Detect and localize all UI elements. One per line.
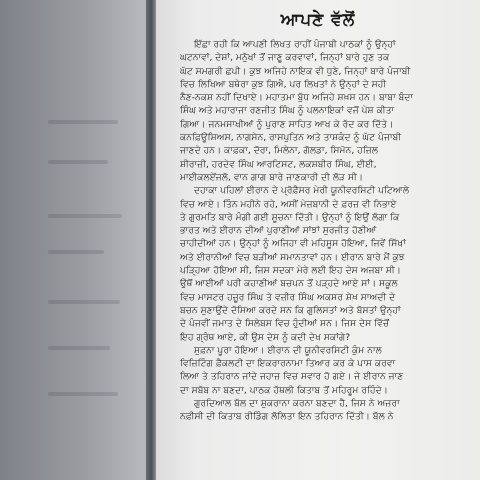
text-line: ਭਾਰਤ ਅਤੇ ਈਰਾਨ ਦੀਆਂ ਪੁਰਾਣੀਆਂ ਸਾਂਝਾਂ ਸੁਰਜੀਤ ਹੋਣੀਆਂ [180,225,377,237]
text-line: ਵਿਚ ਮਾਸਟਰ ਹਜ਼ੂਰ ਸਿੰਘ ਤੇ ਵਜ਼ੀਰ ਸਿੰਘ ਅਕਸਰ ਸ਼ੇਖ਼ ਸਾਅਦੀ ਦੇ [180,291,396,303]
text-line: ਸਿੰਘ ਅਤੇ ਮਹਾਰਾਜਾ ਰਣਜੀਤ ਸਿੰਘ ਨੂੰ ਪਲਨਾਇਕਾਂ ਵਜੋਂ ਪੇਸ਼ ਕੀਤਾ [180,105,395,117]
chapter-heading: ਆਪਣੇ ਵੱਲੋਂ [280,10,356,30]
text-line: ਨੈਣ-ਨਕਸ਼ ਨਹੀਂ ਦਿਖਾਏ। ਮਹਾਤਮਾ ਬੁੱਧ ਅਜਿਹੇ ਸ਼ਖ਼ਸ ਹਨ। ਬਾਬਾ ਬੰਦਾ [180,92,414,104]
text-line: ਇੱਛਾ ਰਹੀ ਕਿ ਆਪਣੀ ਲਿਖਤ ਰਾਹੀਂ ਪੰਜਾਬੀ ਪਾਠਕਾਂ ਨੂੰ ਉਨ੍ਹਾਂ [194,39,396,50]
text-line: ਬਚਨ ਸੁਣਾਉਂਦੇ ਦੱਸਿਆ ਕਰਦੇ ਸਨ ਕਿ ਗੁਲਿਸਤਾਂ ਅਤੇ ਬੋਸਤਾਂ ਉਨ੍ਹਾਂ [180,304,401,316]
bleed-through-line [48,250,104,254]
left-page [0,0,150,480]
text-line: ਸ਼ੀਰਾਜ਼ੀ, ਹਰਦੇਵ ਸਿੰਘ ਆਰਟਿਸਟ, ਲਕਸ਼ਬੀਰ ਸਿੰਘ, ਈਈ, [180,158,377,170]
text-line: ਪੜ੍ਹਿਆ ਹੋਇਆ ਸੀ, ਜਿਸ ਸਦਕਾ ਮੇਰੇ ਲਈ ਇਹ ਦੇਸ ਅਜਬਾ ਸੀ। [180,265,401,277]
text-line: ਦੇ ਪੰਜਵੀਂ ਜਮਾਤ ਦੇ ਸਿਲੇਬਸ ਵਿਚ ਹੁੰਦੀਆਂ ਸਨ। ਜਿਸ ਦੇਸ ਵਿੱਚੋਂ [180,318,390,330]
text-line: ਚਾਹੀਦੀਆਂ ਹਨ। ਉਨ੍ਹਾਂ ਨੂੰ ਅਜਿਹਾ ਵੀ ਮਹਿਸੂਸ ਹੋਇਆ, ਜਿਵੇਂ ਸਿੱਖਾਂ [180,238,406,250]
bleed-through-line [48,346,110,350]
text-line: ਤੇ ਗੁਰਮਤਿ ਬਾਰੇ ਮੰਗੀ ਗਈ ਸੂਚਨਾ ਦਿੱਤੀ। ਉਨ੍ਹਾਂ ਨੂੰ ਇਉਂ ਲੱਗਾ ਕਿ [180,211,400,223]
text-line: ਉਥੋਂ ਆਈਆਂ ਪਰੀ ਕਹਾਣੀਆਂ ਬਚਪਨ ਤੋਂ ਪੜ੍ਹਦੇ ਆਏ ਸਾਂ। ਸਕੂਲ [180,278,398,290]
text-line: ਸੁਫ਼ਨਾ ਪੂਰਾ ਹੋਇਆ। ਈਰਾਨ ਦੀ ਯੂਨੀਵਰਸਿਟੀ ਕੁੰਮ ਨਾਲ [194,344,382,356]
text-line: ਗੁਰਦਿਆਲ ਬੱਲ ਦਾ ਸ਼ੁਕਰਾਨਾ ਕਰਨਾ ਬਣਦਾ ਹੈ, ਜਿਸ ਨੇ ਅਜ਼ਰਾ [194,398,400,410]
text-line: ਵਿਚ ਲਿਖਿਆ ਬਥੇਰਾ ਕੁਝ ਗਿਐ, ਪਰ ਲਿਖਤਾਂ ਨੇ ਉਨ੍ਹਾਂ ਦੇ ਸਹੀ [180,78,387,90]
text-line: ਵਿਜ਼ਿਟਿੰਗ ਫ਼ੈਕਲਟੀ ਦਾ ਇਕਰਾਰਨਾਮਾ ਤਿਆਰ ਕਰ ਕੇ ਪਾਸ ਕਰਵਾ [180,358,396,370]
text-line: ਕਨਫ਼ਿਊਸ਼ਿਅਸ, ਨਾਗਸੇਨ, ਰਾਸਪੁਤਿਨ ਅਤੇ ਤਾਸ਼ਕੰਦ ਨੂੰ ਘੱਟ ਪੰਜਾਬੀ [180,132,402,144]
text-line: ਜਾਣਦੇ ਹਨ। ਕਾਫ਼ਕਾ, ਦੋਰਾ, ਮਿਲੇਨਾ, ਗੋਲਡਾ, ਸਿਮੋਨ, ਹਜ਼ਿਲ [180,145,378,157]
text-line: ਦਹਾਕਾ ਪਹਿਲਾਂ ਈਰਾਨ ਦੇ ਪ੍ਰੋਫ਼ੈਸਰ ਮੇਰੀ ਯੂਨੀਵਰਸਿਟੀ ਪਟਿਆਲੇ [194,185,410,197]
text-line: ਵਿਚ ਆਏ। ਤਿੰਨ ਮਹੀਨੇ ਰਹੇ, ਅਸੀਂ ਮੇਜ਼ਬਾਨੀ ਦੇ ਫ਼ਰਜ਼ ਵੀ ਨਿਭਾਏ [180,198,397,210]
text-line: ਅਤੇ ਈਰਾਨੀਆਂ ਵਿਚ ਬੜੀਆਂ ਸਮਾਨਤਾਵਾਂ ਹਨ। ਈਰਾਨ ਬਾਰੇ ਮੈਂ ਕੁਝ [180,251,405,263]
text-line: ਲਿਆ ਤੇ ਤਹਿਰਾਨ ਜਾਂਦੇ ਜਹਾਜ਼ ਵਿਚ ਸਵਾਰ ਹੋ ਗਏ। ਜੇ ਈਰਾਨ ਜਾਣ [180,371,404,383]
text-line: ਮਾਈਕਲਏਂਜਲੋ, ਵਾਨ ਗਾਗ ਬਾਰੇ ਜਾਣਕਾਰੀ ਦੀ ਲੋੜ ਸੀ। [180,171,364,183]
text-line: ਘਟਨਾਵਾਂ, ਦੇਸ਼ਾਂ, ਮਨੁੱਖਾਂ ਤੋਂ ਜਾਣੂ ਕਰਵਾਵਾਂ, ਜਿਨ੍ਹਾਂ ਬਾਰੇ ਹੁਣ ਤਕ [180,52,390,64]
bleed-through-line [48,120,118,124]
text-line: ਗਿਆ। ਜਨਮਸਾਖੀਆਂ ਨੂੰ ਪੁਰਾਣ ਸਾਹਿਤ ਆਖ ਕੇ ਰੱਦ ਕਰ ਦਿੱਤੇ। [180,118,394,130]
text-line: ਇਹ ਗ੍ਰੰਥ ਆਏ, ਕੀ ਉਸ ਦੇਸ ਨੂੰ ਕਦੀ ਦੇਖ ਸਕਾਂਗੇ? [180,331,351,343]
bleed-through-line [48,392,118,396]
text-line: ਦਾ ਸਬੱਬ ਨਾ ਬਣਦਾ, ਪਾਠਕ ਹੱਥਲੀ ਕਿਤਾਬ ਤੋਂ ਮਹਿਰੂਮ ਰਹਿੰਦੇ। [180,384,388,396]
bleed-through-line [48,300,120,304]
book-page [156,0,480,480]
text-line: ਨਫ਼ੀਸੀ ਦੀ ਕਿਤਾਬ ਰੀਡਿੰਗ ਲੋਲਿਤਾ ਇਨ ਤਹਿਰਾਨ ਦਿੱਤੀ। ਬੱਲ ਨੇ [180,411,394,423]
text-line: ਘੱਟ ਸਮਗਰੀ ਛਪੀ। ਕੁਝ ਅਜਿਹੇ ਨਾਇਕ ਵੀ ਧੁਣੇ, ਜਿਨ੍ਹਾਂ ਬਾਰੇ ਪੰਜਾਬੀ [180,65,411,77]
bleed-through-line [48,160,108,164]
bleed-through-line [48,214,122,218]
body-text [180,38,476,424]
